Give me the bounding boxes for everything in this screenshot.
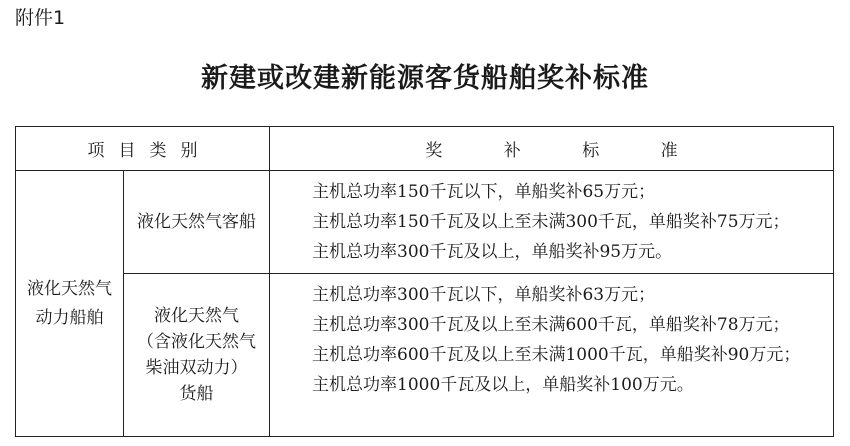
standard-cell [270,274,834,437]
standard-line: 主机总功率300千瓦及以上至未满600千瓦，单船奖补78万元； [312,315,790,335]
standard-line: 主机总功率300千瓦及以上，单船奖补95万元。 [312,242,673,262]
subcategory-line: 液化天然气 [154,306,239,326]
standard-line: 主机总功率1000千瓦及以上，单船奖补100万元。 [312,375,694,395]
subcategory-line: 货船 [179,384,214,404]
subsidy-standards-table [15,126,834,437]
main-category-cell [16,171,124,437]
header-standard: 奖 补 标 准 [270,127,834,171]
subcategory-cell [124,274,270,437]
subcategory-line: 液化天然气客船 [137,212,256,232]
standard-cell [270,171,834,274]
main-category-line: 液化天然气 [27,278,112,299]
table-row [16,274,834,437]
subcategory-line: 柴油双动力） [145,358,248,378]
subcategory-cell [124,171,270,274]
header-category: 项目类别 [16,127,270,171]
table-row [16,171,834,274]
subcategory-line: （含液化天然气 [137,332,256,352]
standard-line: 主机总功率150千瓦及以上至未满300千瓦，单船奖补75万元； [312,212,790,232]
table-header-row [16,127,834,171]
standard-line: 主机总功率600千瓦及以上至未满1000千瓦，单船奖补90万元； [312,345,801,365]
standard-line: 主机总功率150千瓦以下，单船奖补65万元； [312,182,656,202]
attachment-label: 附件1 [15,7,66,29]
document-title: 新建或改建新能源客货船舶奖补标准 [201,63,649,94]
main-category-line: 动力船舶 [35,307,104,328]
standard-line: 主机总功率300千瓦以下，单船奖补63万元； [312,285,656,305]
